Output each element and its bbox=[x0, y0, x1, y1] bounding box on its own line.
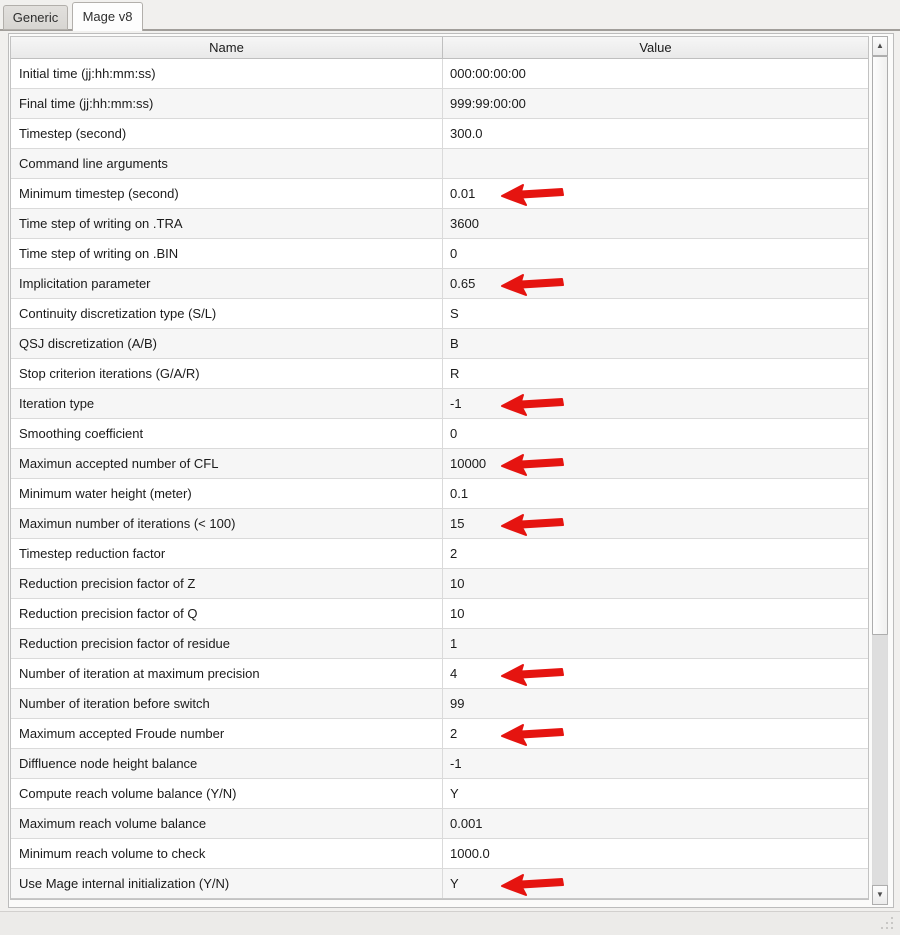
param-value-cell[interactable] bbox=[443, 869, 868, 898]
param-value-cell[interactable] bbox=[443, 449, 868, 478]
param-value-cell[interactable] bbox=[443, 659, 868, 688]
param-value-text: -1 bbox=[450, 396, 462, 411]
param-name-cell: Command line arguments bbox=[11, 149, 443, 178]
param-name-cell: Minimum reach volume to check bbox=[11, 839, 443, 868]
param-value-cell[interactable] bbox=[443, 689, 868, 718]
param-value-cell[interactable] bbox=[443, 89, 868, 118]
param-name-cell: Minimum water height (meter) bbox=[11, 479, 443, 508]
table-row[interactable] bbox=[11, 599, 868, 629]
param-value-text: 10 bbox=[450, 576, 465, 591]
param-name-cell: Stop criterion iterations (G/A/R) bbox=[11, 359, 443, 388]
param-value-cell[interactable] bbox=[443, 779, 868, 808]
param-value-cell[interactable] bbox=[443, 179, 868, 208]
param-value-text: 15 bbox=[450, 516, 465, 531]
scrollbar-thumb[interactable] bbox=[872, 56, 888, 635]
table-row[interactable] bbox=[11, 299, 868, 329]
param-name-cell: Compute reach volume balance (Y/N) bbox=[11, 779, 443, 808]
tab-mage-v8[interactable]: Mage v8 bbox=[72, 2, 143, 31]
column-header-value[interactable]: Value bbox=[639, 40, 672, 55]
param-value-cell[interactable] bbox=[443, 599, 868, 628]
param-value-text: Y bbox=[450, 786, 459, 801]
table-row[interactable] bbox=[11, 869, 868, 899]
param-value-cell[interactable] bbox=[443, 389, 868, 418]
param-value-text: 1 bbox=[450, 636, 458, 651]
table-row[interactable] bbox=[11, 719, 868, 749]
param-value-text: 0.1 bbox=[450, 486, 469, 501]
scroll-down-icon: ▼ bbox=[876, 890, 884, 899]
param-name-cell: QSJ discretization (A/B) bbox=[11, 329, 443, 358]
table-row[interactable] bbox=[11, 749, 868, 779]
param-value-cell[interactable] bbox=[443, 299, 868, 328]
param-value-text: 2 bbox=[450, 546, 458, 561]
param-value-text: 4 bbox=[450, 666, 458, 681]
param-value-text: 0.65 bbox=[450, 276, 476, 291]
param-name-cell: Time step of writing on .TRA bbox=[11, 209, 443, 238]
table-row[interactable] bbox=[11, 659, 868, 689]
vertical-scrollbar[interactable] bbox=[872, 36, 888, 905]
param-value-text: 300.0 bbox=[450, 126, 483, 141]
table-row[interactable] bbox=[11, 149, 868, 179]
param-value-cell[interactable] bbox=[443, 329, 868, 358]
param-value-cell[interactable] bbox=[443, 269, 868, 298]
param-name-cell: Iteration type bbox=[11, 389, 443, 418]
scroll-up-button[interactable] bbox=[872, 36, 888, 56]
table-row[interactable] bbox=[11, 809, 868, 839]
table-row[interactable] bbox=[11, 119, 868, 149]
param-value-cell[interactable] bbox=[443, 479, 868, 508]
param-name-cell: Reduction precision factor of residue bbox=[11, 629, 443, 658]
param-name-cell: Time step of writing on .BIN bbox=[11, 239, 443, 268]
param-value-cell[interactable] bbox=[443, 419, 868, 448]
param-value-text: 000:00:00:00 bbox=[450, 66, 526, 81]
table-row[interactable] bbox=[11, 239, 868, 269]
param-value-cell[interactable] bbox=[443, 509, 868, 538]
param-value-cell[interactable] bbox=[443, 749, 868, 778]
param-value-text: 0 bbox=[450, 426, 458, 441]
param-name-cell: Maximum accepted Froude number bbox=[11, 719, 443, 748]
param-value-cell[interactable] bbox=[443, 809, 868, 838]
table-row[interactable] bbox=[11, 449, 868, 479]
param-name-cell: Reduction precision factor of Z bbox=[11, 569, 443, 598]
param-value-text: 999:99:00:00 bbox=[450, 96, 526, 111]
param-value-text: 3600 bbox=[450, 216, 479, 231]
table-row[interactable] bbox=[11, 179, 868, 209]
param-value-text: 0 bbox=[450, 246, 458, 261]
param-value-text: 99 bbox=[450, 696, 465, 711]
param-name-cell: Smoothing coefficient bbox=[11, 419, 443, 448]
table-row[interactable] bbox=[11, 59, 868, 89]
param-name-cell: Number of iteration before switch bbox=[11, 689, 443, 718]
table-row[interactable] bbox=[11, 839, 868, 869]
table-row[interactable] bbox=[11, 539, 868, 569]
param-value-text: 10 bbox=[450, 606, 465, 621]
annotation-arrow-icon bbox=[499, 391, 565, 417]
table-row[interactable] bbox=[11, 629, 868, 659]
param-name-cell: Maximun number of iterations (< 100) bbox=[11, 509, 443, 538]
param-value-cell[interactable] bbox=[443, 719, 868, 748]
table-body bbox=[11, 59, 868, 899]
annotation-arrow-icon bbox=[499, 451, 565, 477]
scrollbar-trough[interactable] bbox=[873, 635, 887, 884]
param-name-cell: Timestep (second) bbox=[11, 119, 443, 148]
table-row[interactable] bbox=[11, 479, 868, 509]
status-bar bbox=[0, 911, 900, 935]
table-row[interactable] bbox=[11, 389, 868, 419]
param-name-cell: Continuity discretization type (S/L) bbox=[11, 299, 443, 328]
param-name-cell: Final time (jj:hh:mm:ss) bbox=[11, 89, 443, 118]
table-row[interactable] bbox=[11, 269, 868, 299]
annotation-arrow-icon bbox=[499, 661, 565, 687]
param-name-cell: Use Mage internal initialization (Y/N) bbox=[11, 869, 443, 898]
table-row[interactable] bbox=[11, 779, 868, 809]
param-value-text: 1000.0 bbox=[450, 846, 490, 861]
param-value-text: 0.01 bbox=[450, 186, 476, 201]
param-value-cell[interactable] bbox=[443, 149, 868, 178]
param-value-cell[interactable] bbox=[443, 839, 868, 868]
annotation-arrow-icon bbox=[499, 181, 565, 207]
param-value-text: -1 bbox=[450, 756, 462, 771]
table-row[interactable] bbox=[11, 689, 868, 719]
param-value-text: 2 bbox=[450, 726, 458, 741]
table-row[interactable] bbox=[11, 89, 868, 119]
table-row[interactable] bbox=[11, 329, 868, 359]
table-row[interactable] bbox=[11, 419, 868, 449]
annotation-arrow-icon bbox=[499, 871, 565, 897]
resize-grip-icon[interactable] bbox=[879, 915, 895, 931]
table-row[interactable] bbox=[11, 569, 868, 599]
param-name-cell: Minimum timestep (second) bbox=[11, 179, 443, 208]
param-value-cell[interactable] bbox=[443, 629, 868, 658]
tab-bar bbox=[0, 0, 900, 30]
param-name-cell: Reduction precision factor of Q bbox=[11, 599, 443, 628]
parameters-table bbox=[10, 36, 869, 900]
param-value-cell[interactable] bbox=[443, 539, 868, 568]
annotation-arrow-icon bbox=[499, 271, 565, 297]
column-header-name[interactable]: Name bbox=[11, 37, 443, 58]
param-value-text: 10000 bbox=[450, 456, 487, 471]
param-value-cell[interactable] bbox=[443, 359, 868, 388]
table-header-row bbox=[11, 37, 868, 59]
param-value-cell[interactable] bbox=[443, 119, 868, 148]
param-name-cell: Maximum reach volume balance bbox=[11, 809, 443, 838]
table-row[interactable] bbox=[11, 509, 868, 539]
param-value-text: S bbox=[450, 306, 459, 321]
annotation-arrow-icon bbox=[499, 511, 565, 537]
param-value-text: 0.001 bbox=[450, 816, 483, 831]
param-value-cell[interactable] bbox=[443, 209, 868, 238]
param-name-cell: Timestep reduction factor bbox=[11, 539, 443, 568]
scroll-up-icon: ▲ bbox=[876, 41, 884, 50]
param-name-cell: Number of iteration at maximum precision bbox=[11, 659, 443, 688]
param-value-cell[interactable] bbox=[443, 59, 868, 88]
param-value-text: R bbox=[450, 366, 460, 381]
table-row[interactable] bbox=[11, 209, 868, 239]
tab-generic[interactable]: Generic bbox=[3, 5, 68, 30]
param-value-cell[interactable] bbox=[443, 239, 868, 268]
param-name-cell: Maximun accepted number of CFL bbox=[11, 449, 443, 478]
param-value-cell[interactable] bbox=[443, 569, 868, 598]
param-value-text: B bbox=[450, 336, 459, 351]
param-value-text: Y bbox=[450, 876, 459, 891]
annotation-arrow-icon bbox=[499, 721, 565, 747]
param-name-cell: Implicitation parameter bbox=[11, 269, 443, 298]
scroll-down-button[interactable] bbox=[872, 885, 888, 905]
param-name-cell: Diffluence node height balance bbox=[11, 749, 443, 778]
param-name-cell: Initial time (jj:hh:mm:ss) bbox=[11, 59, 443, 88]
table-row[interactable] bbox=[11, 359, 868, 389]
